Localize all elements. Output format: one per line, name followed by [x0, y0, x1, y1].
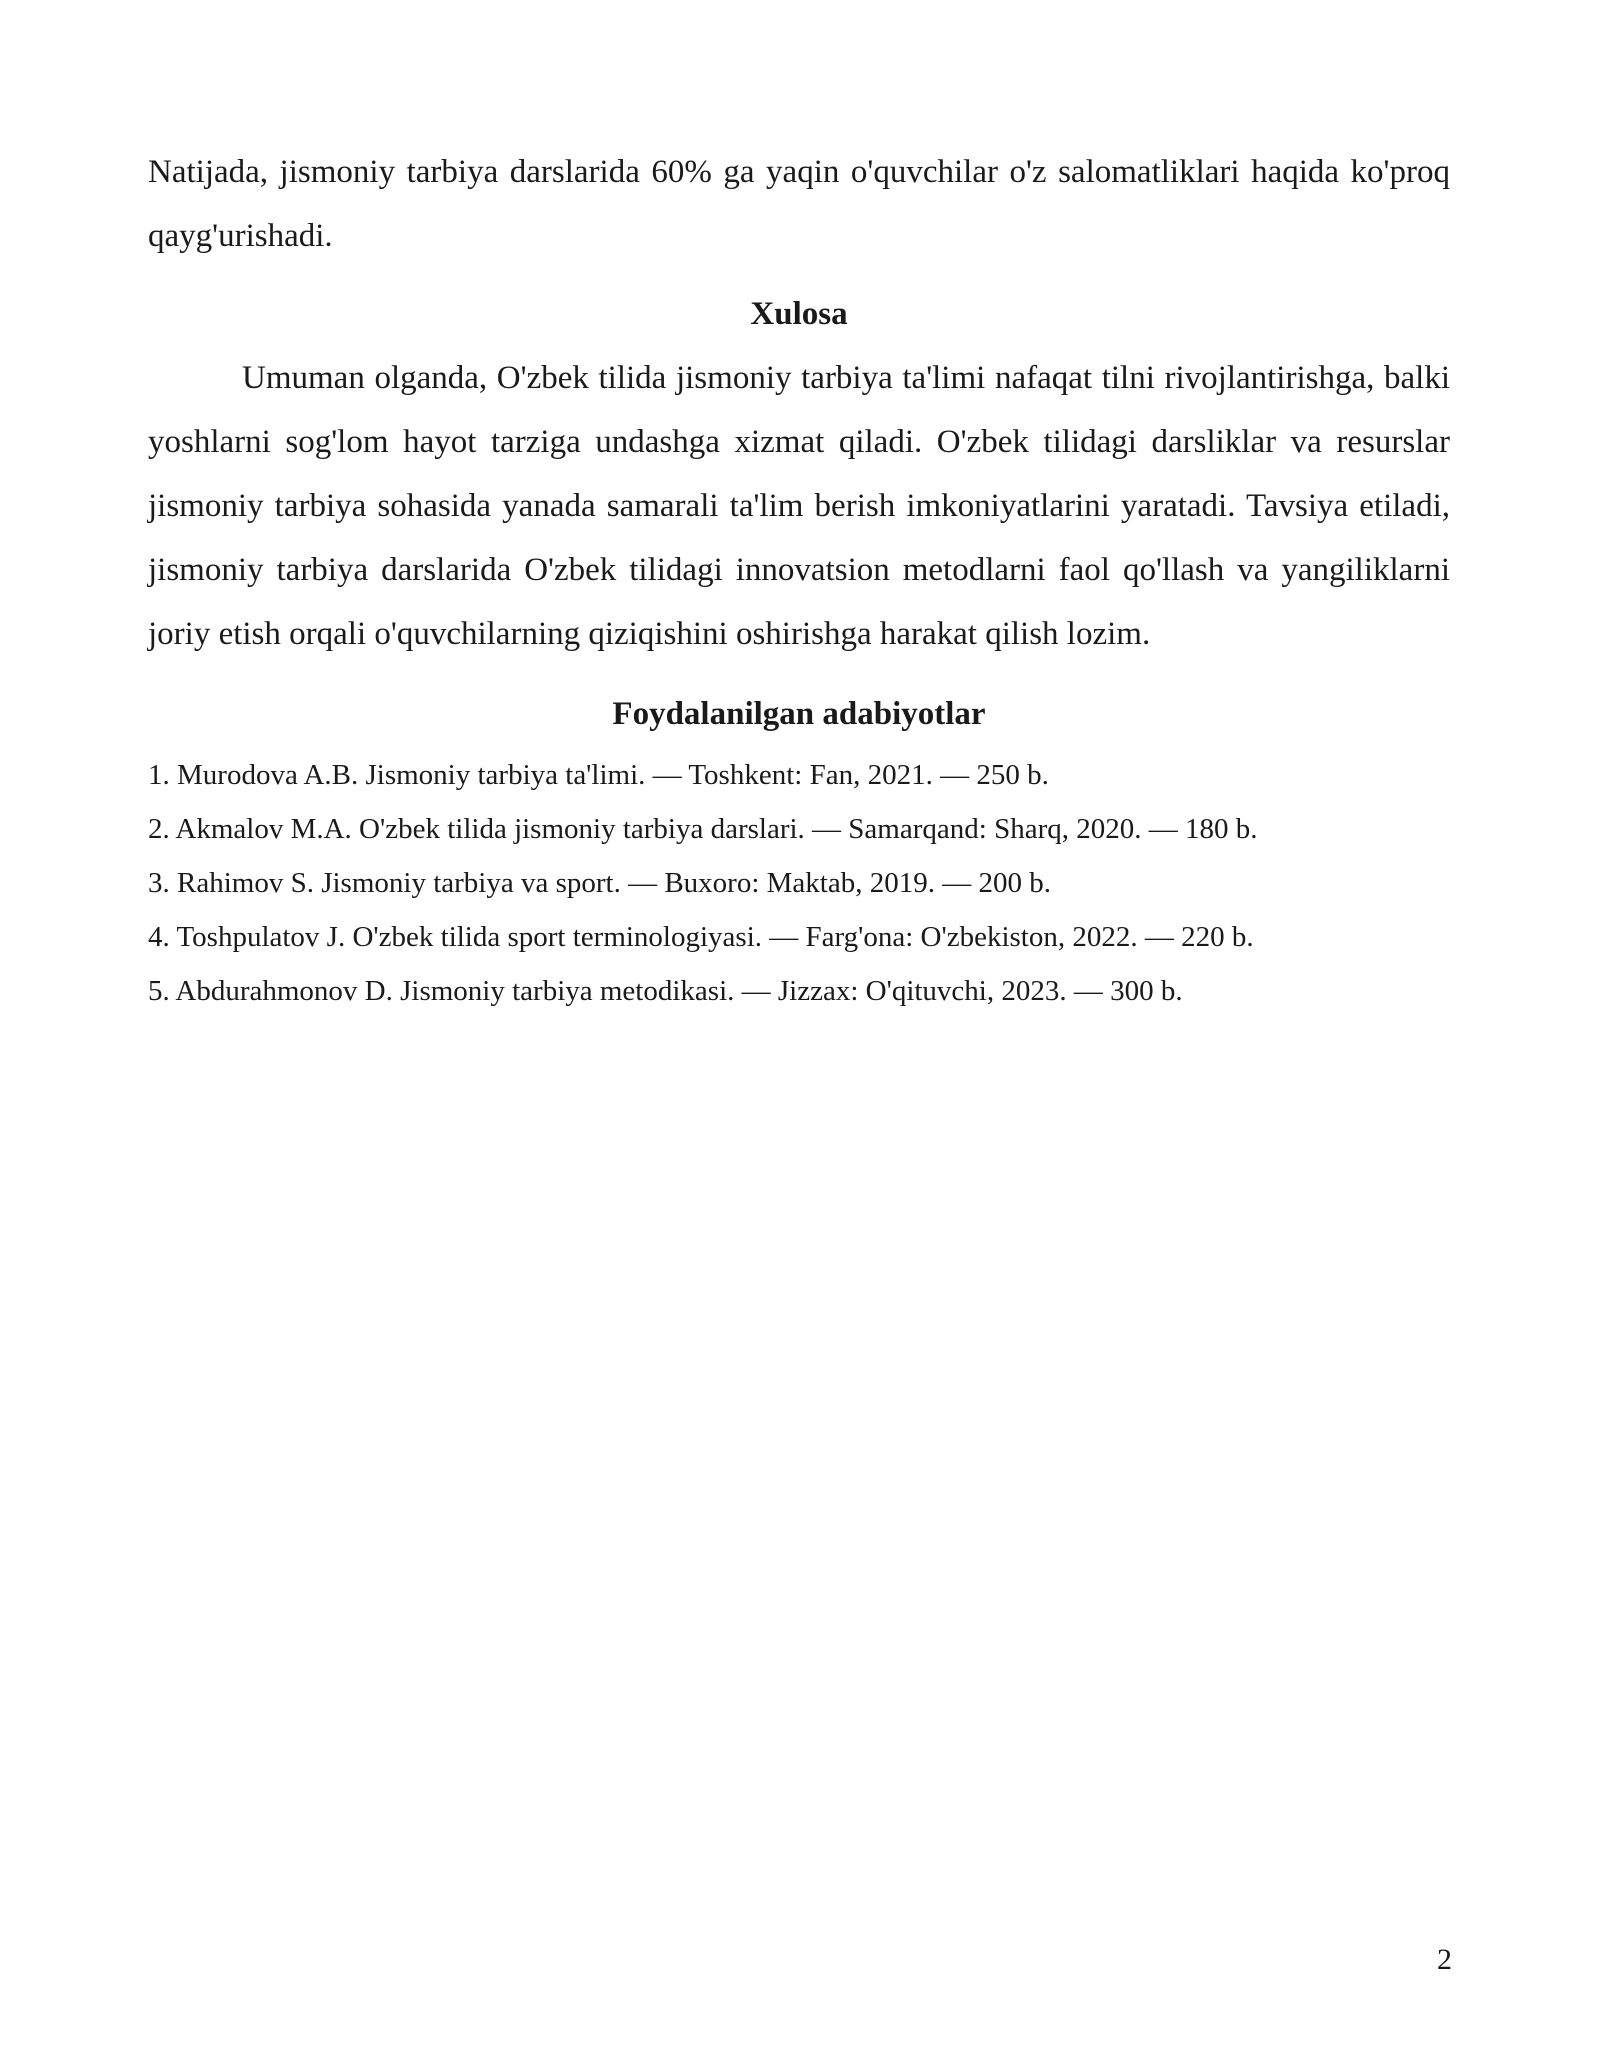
references-heading: Foydalanilgan adabiyotlar: [612, 696, 986, 732]
reference-item: 1. Murodova A.B. Jismoniy tarbiya ta'limi. — Toshkent: Fan, 2021. — 250 b.: [148, 759, 1049, 791]
conclusion-paragraph: Umuman olganda, O'zbek tilida jismoniy tarbiya ta'limi nafaqat tilni rivojlantirishga, balki yoshlarni sog'lom hayot tarziga undashga xizmat qiladi. O'zbek tilidagi darsliklar va resurslar jismoniy tarbiya sohasida yanada samarali ta'lim berish imkoniyatlarini yaratadi. Tavsiya etiladi, jismoniy tarbiya darslarida O'zbek tilidagi innovatsion metodlarni faol qo'llash va yangiliklarni joriy etish orqali o'quvchilarning qiziqishini oshirishga harakat qilish lozim.: [148, 360, 1450, 652]
reference-item: 2. Akmalov M.A. O'zbek tilida jismoniy tarbiya darslari. — Samarqand: Sharq, 2020. — 180 b.: [148, 813, 1258, 845]
intro-paragraph: Natijada, jismoniy tarbiya darslarida 60% ga yaqin o'quvchilar o'z salomatliklari haqida ko'proq qayg'urishadi.: [148, 154, 1450, 254]
reference-item: 4. Toshpulatov J. O'zbek tilida sport terminologiyasi. — Farg'ona: O'zbekiston, 2022. — 220 b.: [148, 921, 1254, 953]
conclusion-heading: Xulosa: [750, 296, 848, 332]
page-number: 2: [1437, 1943, 1452, 1976]
reference-item: 3. Rahimov S. Jismoniy tarbiya va sport. — Buxoro: Maktab, 2019. — 200 b.: [148, 867, 1051, 899]
reference-item: 5. Abdurahmonov D. Jismoniy tarbiya metodikasi. — Jizzax: O'qituvchi, 2023. — 300 b.: [148, 975, 1183, 1007]
references-list: [148, 748, 1450, 1018]
document-page: [148, 140, 1450, 1018]
